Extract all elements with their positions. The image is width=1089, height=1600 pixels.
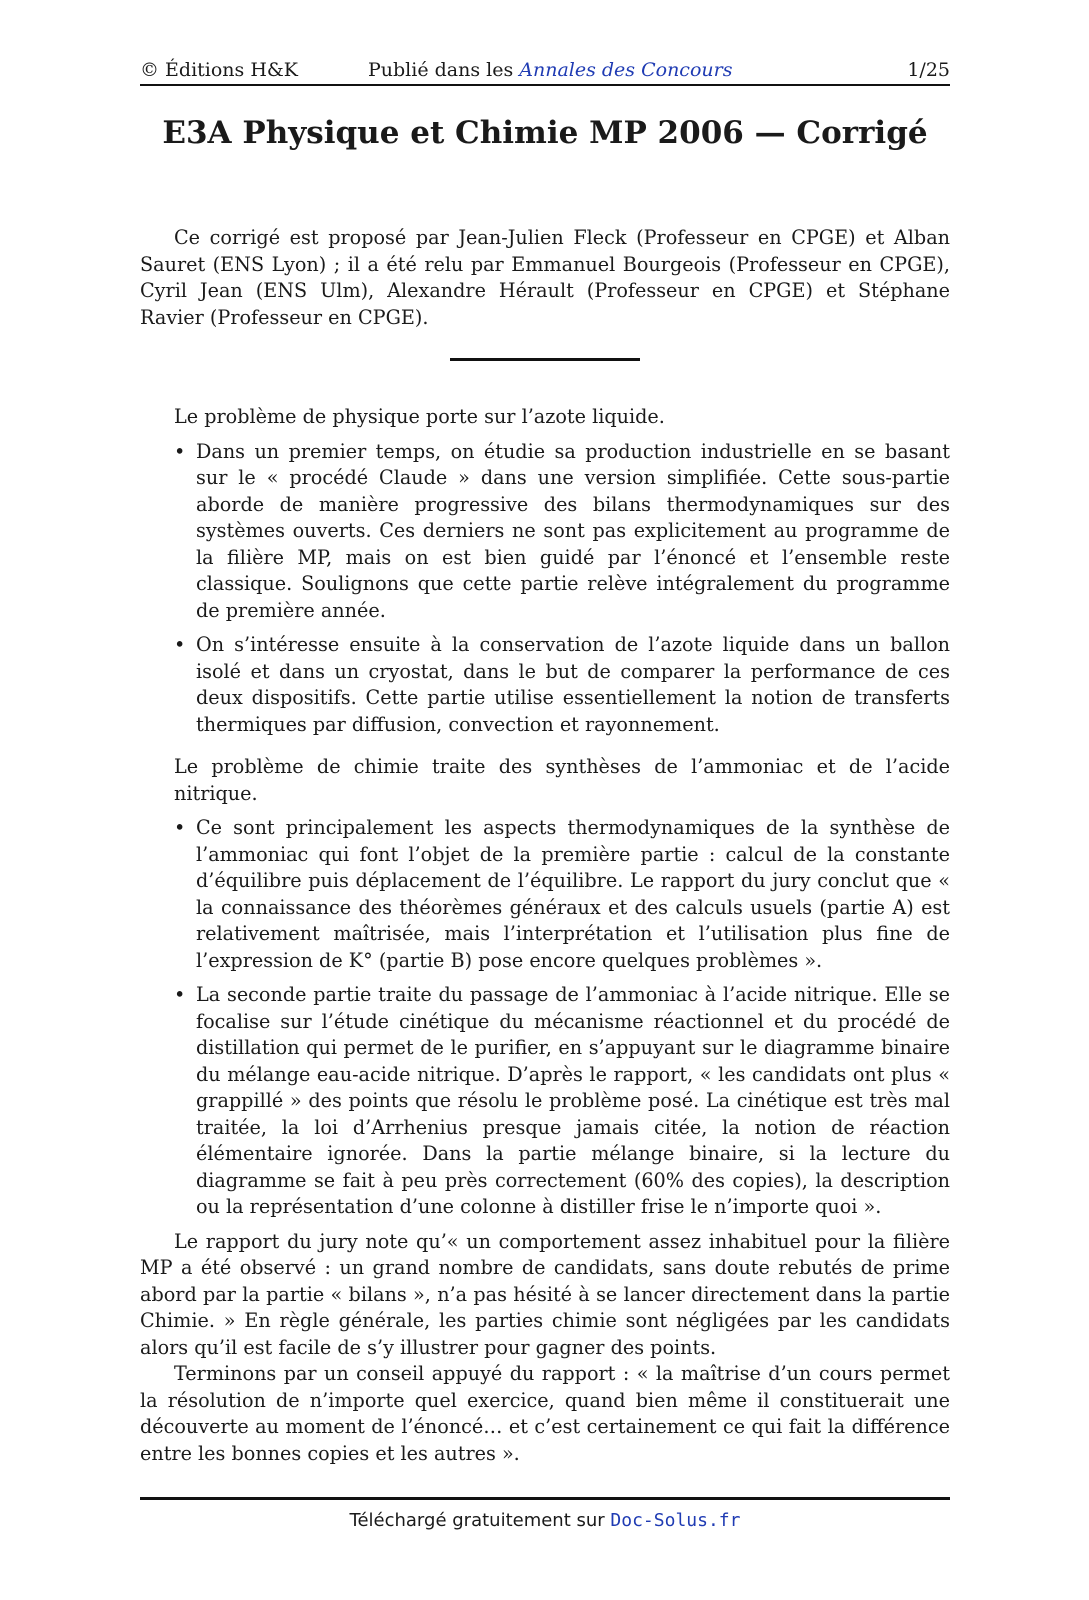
publication-note	[368, 56, 732, 84]
journal-link[interactable]: Annales des Concours	[519, 59, 733, 81]
bullet-icon: •	[174, 439, 186, 463]
footer-text: Téléchargé gratuitement sur	[349, 1510, 605, 1531]
bullet-icon: •	[174, 633, 186, 656]
physics-lead: Le problème de physique porte sur l’azote liquide.	[174, 405, 665, 428]
page-number: 1/25	[907, 59, 950, 81]
list-item-text: Ce sont principalement les aspects thermodynamiques de la synthèse de l’ammoniac qui font l’objet de la première partie : calcul de la constante d’équilibre puis déplacement de l’équilibre. Le rapport du jury conclut que « la connaissance des théorèmes généraux et des calculs usuels (partie A) est relativement maîtrisée, mais l’interprétation et l’utilisation plus fine de l’expression de K° (partie B) pose encore quelques problèmes ».	[196, 816, 950, 972]
chemistry-lead: Le problème de chimie traite des synthèses de l’ammoniac et de l’acide nitrique.	[174, 755, 950, 805]
bullet-icon: •	[174, 816, 186, 839]
publisher-label: © Éditions H&K	[140, 59, 299, 81]
list-item	[140, 982, 950, 1221]
page-footer	[140, 1508, 950, 1534]
closing-paragraph: Terminons par un conseil appuyé du rapport : « la maîtrise d’un cours permet la résolution de n’importe quel exercice, quand bien même il constituerait une découverte au moment de l’énoncé… et c’est certainement ce qui fait la différence entre les bonnes copies et les autres ».	[140, 1362, 950, 1465]
list-item-text: Dans un premier temps, on étudie sa production industrielle en se basant sur le « procédé Claude » dans une version simplifiée. Cette sous-partie aborde de manière progressive des bilans thermodynamiques sur des systèmes ouverts. Ces derniers ne sont pas explicitement au programme de la filière MP, mais on est bien guidé par l’énoncé et l’ensemble reste classique. Soulignons que cette partie relève intégralement du programme de première année.	[196, 439, 950, 622]
closing-paragraph: Le rapport du jury note qu’« un comportement assez inhabituel pour la filière MP a été observé : un grand nombre de candidats, sans doute rebutés de prime abord par la partie « bilans », n’a pas hésité à se lancer directement dans la partie Chimie. » En règle générale, les parties chimie sont négligées par les candidats alors qu’il est facile de s’y illustrer pour gagner des points.	[140, 1229, 950, 1359]
list-item	[140, 632, 950, 738]
bullet-icon: •	[174, 983, 186, 1006]
intro-paragraph: Ce corrigé est proposé par Jean-Julien Fleck (Professeur en CPGE) et Alban Sauret (ENS Lyon) ; il a été relu par Emmanuel Bourgeois (Professeur en CPGE), Cyril Jean (ENS Ulm), Alexandre Hérault (Professeur en CPGE) et Stéphane Ravier (Professeur en CPGE).	[140, 226, 950, 329]
chemistry-section	[140, 754, 950, 1467]
physics-section	[140, 404, 950, 746]
document-page	[140, 0, 950, 1600]
list-item	[140, 815, 950, 974]
separator-rule	[450, 358, 640, 361]
document-title: E3A Physique et Chimie MP 2006 — Corrigé	[162, 115, 928, 151]
physics-bullet-list	[140, 439, 950, 739]
header-rule	[140, 84, 950, 86]
footer-rule	[140, 1497, 950, 1500]
page-header	[140, 56, 950, 86]
list-item-text: La seconde partie traite du passage de l’ammoniac à l’acide nitrique. Elle se focalise sur l’étude cinétique du mécanisme réactionnel et du procédé de distillation qui permet de le purifier, en s’appuyant sur le diagramme binaire du mélange eau-acide nitrique. D’après le rapport, « les candidats ont plus « grappillé » des points que résolu le problème posé. La cinétique est très mal traitée, la loi d’Arrhenius presque jamais citée, la notion de réaction élémentaire ignorée. Dans la partie mélange binaire, si la lecture du diagramme se fait à peu près correctement (60% des copies), la description ou la représentation d’une colonne à distiller frise le n’importe quoi ».	[196, 983, 950, 1218]
list-item-text: On s’intéresse ensuite à la conservation de l’azote liquide dans un ballon isolé et dans un cryostat, dans le but de comparer la performance de ces deux dispositifs. Cette partie utilise essentiellement la notion de transferts thermiques par diffusion, convection et rayonnement.	[196, 633, 950, 736]
footer-link[interactable]: Doc-Solus.fr	[610, 1510, 741, 1531]
chemistry-bullet-list	[140, 815, 950, 1221]
list-item	[140, 439, 950, 625]
published-prefix: Publié dans les	[368, 59, 514, 81]
